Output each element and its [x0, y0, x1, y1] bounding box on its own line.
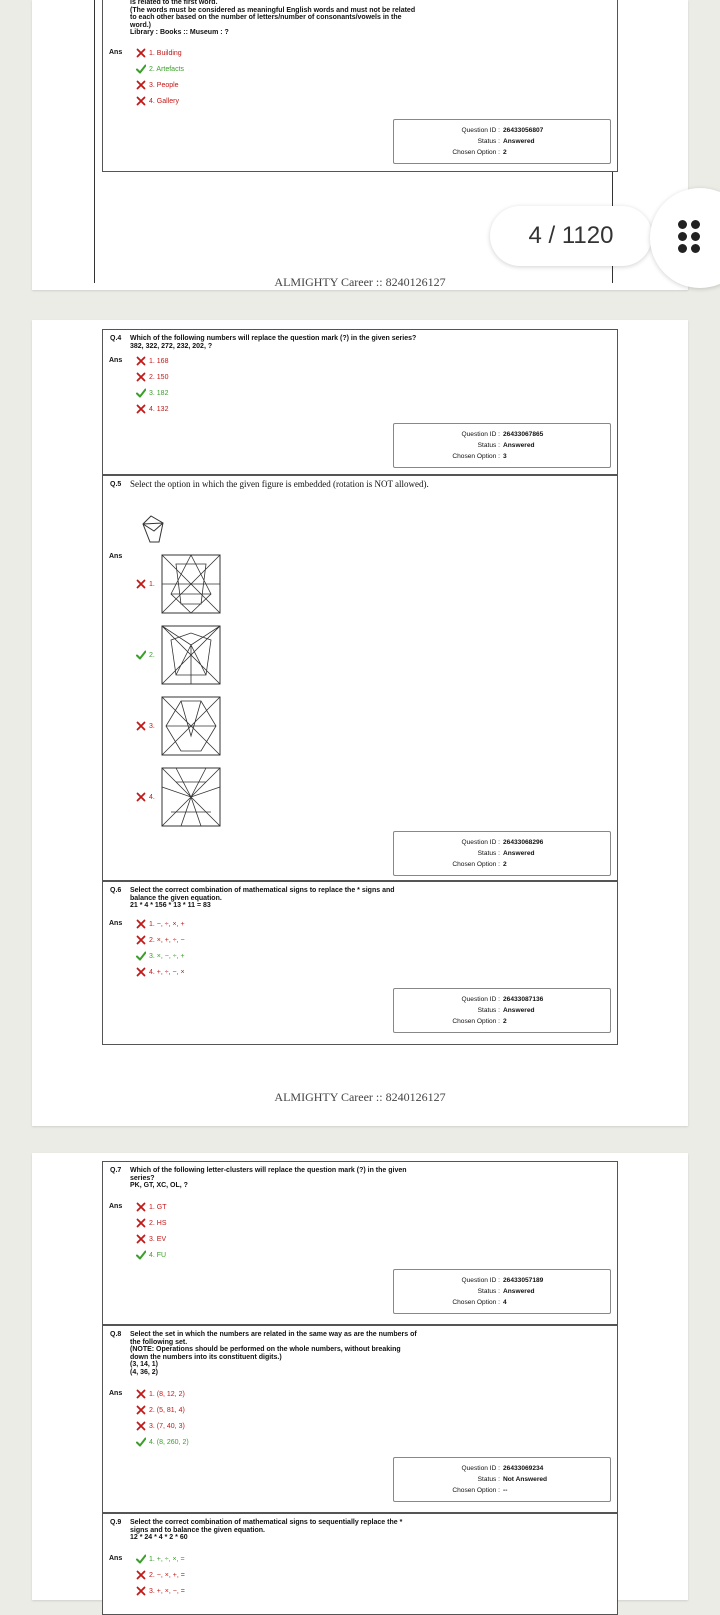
cross-icon	[136, 1405, 146, 1415]
cross-icon	[136, 935, 146, 945]
question-text: Q.6 Select the correct combination of mathematical signs to replace the * signs and balance the given equation. 21 * 4 * 156 * 13 * 11 = 83	[110, 887, 395, 910]
option-2: 2. ×, +, ÷, −	[136, 935, 185, 945]
question-info-box: Question ID : 26433056807 Status : Answered Chosen Option : 2	[393, 119, 611, 164]
cross-icon	[136, 919, 146, 929]
option-4: 4. Gallery	[136, 96, 179, 106]
question-info-box: Question ID : 26433067865 Status : Answered Chosen Option : 3	[393, 423, 611, 468]
cross-icon	[136, 1421, 146, 1431]
check-icon	[136, 388, 146, 398]
cross-icon	[136, 356, 146, 366]
option-4: 4. +, ÷, −, ×	[136, 967, 185, 977]
question-card-q6: Q.6 Select the correct combination of mathematical signs to replace the * signs and balance the given equation. 21 * 4 * 156 * 13 * 11 = 83 Ans 1. −, ÷, ×, + 2. ×, +, ÷, − 3. ×, −, ÷, + 4. +, ÷, −, × Question ID : 26433087136 Status : Answered Chosen Option : 2	[102, 881, 618, 1045]
option-4: 4. FU	[136, 1250, 166, 1260]
option-2: 2. −, ×, +, =	[136, 1570, 185, 1580]
option-1: 1.	[136, 579, 155, 589]
option-1: 1. −, ÷, ×, +	[136, 919, 185, 929]
question-info-box: Question ID : 26433057189 Status : Answered Chosen Option : 4	[393, 1269, 611, 1314]
option-3: 3. EV	[136, 1234, 166, 1244]
option-4: 4.	[136, 792, 155, 802]
option-1: 1. 168	[136, 356, 168, 366]
cross-icon	[136, 1570, 146, 1580]
option-2: 2. 150	[136, 372, 168, 382]
option-4: 4. (8, 260, 2)	[136, 1437, 189, 1447]
check-icon	[136, 1250, 146, 1260]
option-1: 1. Building	[136, 48, 182, 58]
cross-icon	[136, 96, 146, 106]
option-4-figure	[161, 767, 221, 827]
chosen-option: 2	[503, 149, 507, 156]
question-card-q5: Q.5 Select the option in which the given figure is embedded (rotation is NOT allowed). Ans 1. 2. 3. 4. Question ID : 26433068296 Status : Answered Chosen Option : 2	[102, 475, 618, 881]
page-footer: ALMIGHTY Career :: 8240126127	[274, 1090, 446, 1104]
page-footer: ALMIGHTY Career :: 8240126127	[274, 275, 446, 289]
ans-label: Ans	[109, 357, 123, 364]
option-1-figure	[161, 554, 221, 614]
question-card-q4	[102, 329, 618, 475]
check-icon	[136, 650, 146, 660]
question-text: is related to the first word. (The words must be considered as meaningful English words and must not be related to each other based on the number of letters/number of consonants/vowels in the word.) Library : Books :: Museum : ?	[130, 0, 416, 37]
check-icon	[136, 64, 146, 74]
question-text: Q.4 Which of the following numbers will replace the question mark (?) in the given series? 382, 322, 272, 232, 202, ?	[110, 335, 417, 350]
cross-icon	[136, 1202, 146, 1212]
option-2: 2. Artefacts	[136, 64, 184, 74]
check-icon	[136, 1554, 146, 1564]
check-icon	[136, 951, 146, 961]
option-2: 2. HS	[136, 1218, 167, 1228]
ans-label: Ans	[109, 49, 123, 56]
question-info-box: Question ID : 26433087136 Status : Answered Chosen Option : 2	[393, 988, 611, 1033]
page-border-left	[94, 0, 95, 283]
option-3: 3. 182	[136, 388, 168, 398]
menu-dots-icon	[678, 220, 704, 254]
option-3-figure	[161, 696, 221, 756]
question-text: Q.7 Which of the following letter-clusters will replace the question mark (?) in the given series? PK, GT, XC, OL, ?	[110, 1167, 407, 1190]
option-3: 3.	[136, 721, 155, 731]
cross-icon	[136, 792, 146, 802]
cross-icon	[136, 404, 146, 414]
cross-icon	[136, 967, 146, 977]
check-icon	[136, 1437, 146, 1447]
option-3: 3. ×, −, ÷, +	[136, 951, 185, 961]
question-id: 26433056807	[503, 127, 544, 134]
question-card-q9: Q.9 Select the correct combination of mathematical signs to sequentially replace the * signs and to balance the given equation. 12 * 24 * 4 * 2 * 60 Ans 1. +, ÷, ×, = 2. −, ×, +, = 3. +, ×, −, =	[102, 1513, 618, 1615]
option-2-figure	[161, 625, 221, 685]
cross-icon	[136, 48, 146, 58]
cross-icon	[136, 80, 146, 90]
cross-icon	[136, 372, 146, 382]
option-1: 1. (8, 12, 2)	[136, 1389, 185, 1399]
cross-icon	[136, 1389, 146, 1399]
option-3: 3. +, ×, −, =	[136, 1586, 185, 1596]
question-info-box: Question ID : 26433068296 Status : Answered Chosen Option : 2	[393, 831, 611, 876]
option-4: 4. 132	[136, 404, 168, 414]
page-counter[interactable]: 4 / 1120	[490, 206, 652, 266]
cross-icon	[136, 1218, 146, 1228]
status-value: Answered	[503, 138, 535, 145]
option-3: 3. (7, 40, 3)	[136, 1421, 185, 1431]
question-text: Q.9 Select the correct combination of mathematical signs to sequentially replace the * signs and to balance the given equation. 12 * 24 * 4 * 2 * 60	[110, 1519, 403, 1542]
option-1: 1. +, ÷, ×, =	[136, 1554, 185, 1564]
question-figure	[139, 514, 167, 546]
question-number: Q.4	[110, 335, 122, 342]
option-3: 3. People	[136, 80, 179, 90]
cross-icon	[136, 721, 146, 731]
question-info-box: Question ID : 26433069234 Status : Not Answered Chosen Option : --	[393, 1457, 611, 1502]
question-text: Q.5 Select the option in which the given figure is embedded (rotation is NOT allowed).	[110, 479, 429, 489]
cross-icon	[136, 579, 146, 589]
page-2	[32, 320, 688, 1126]
option-2: 2.	[136, 650, 155, 660]
option-2: 2. (5, 81, 4)	[136, 1405, 185, 1415]
question-card-q3	[102, 0, 618, 172]
question-text: Q.8 Select the set in which the numbers are related in the same way as are the numbers of the following set. (NOTE: Operations should be performed on the whole numbers, without breaking down the numbers into its constituent digits.) (3, 14, 1) (4, 36, 2)	[110, 1331, 417, 1376]
option-1: 1. GT	[136, 1202, 167, 1212]
question-card-q8: Q.8 Select the set in which the numbers are related in the same way as are the numbers of the following set. (NOTE: Operations should be performed on the whole numbers, without breaking down the numbers into its constituent digits.) (3, 14, 1) (4, 36, 2) Ans 1. (8, 12, 2) 2. (5, 81, 4) 3. (7, 40, 3) 4. (8, 260, 2) Question ID : 26433069234 Status : Not Answered Chosen Option : --	[102, 1325, 618, 1513]
question-card-q7: Q.7 Which of the following letter-clusters will replace the question mark (?) in the given series? PK, GT, XC, OL, ? Ans 1. GT 2. HS 3. EV 4. FU Question ID : 26433057189 Status : Answered Chosen Option : 4	[102, 1161, 618, 1325]
cross-icon	[136, 1234, 146, 1244]
page-3	[32, 1153, 688, 1600]
cross-icon	[136, 1586, 146, 1596]
